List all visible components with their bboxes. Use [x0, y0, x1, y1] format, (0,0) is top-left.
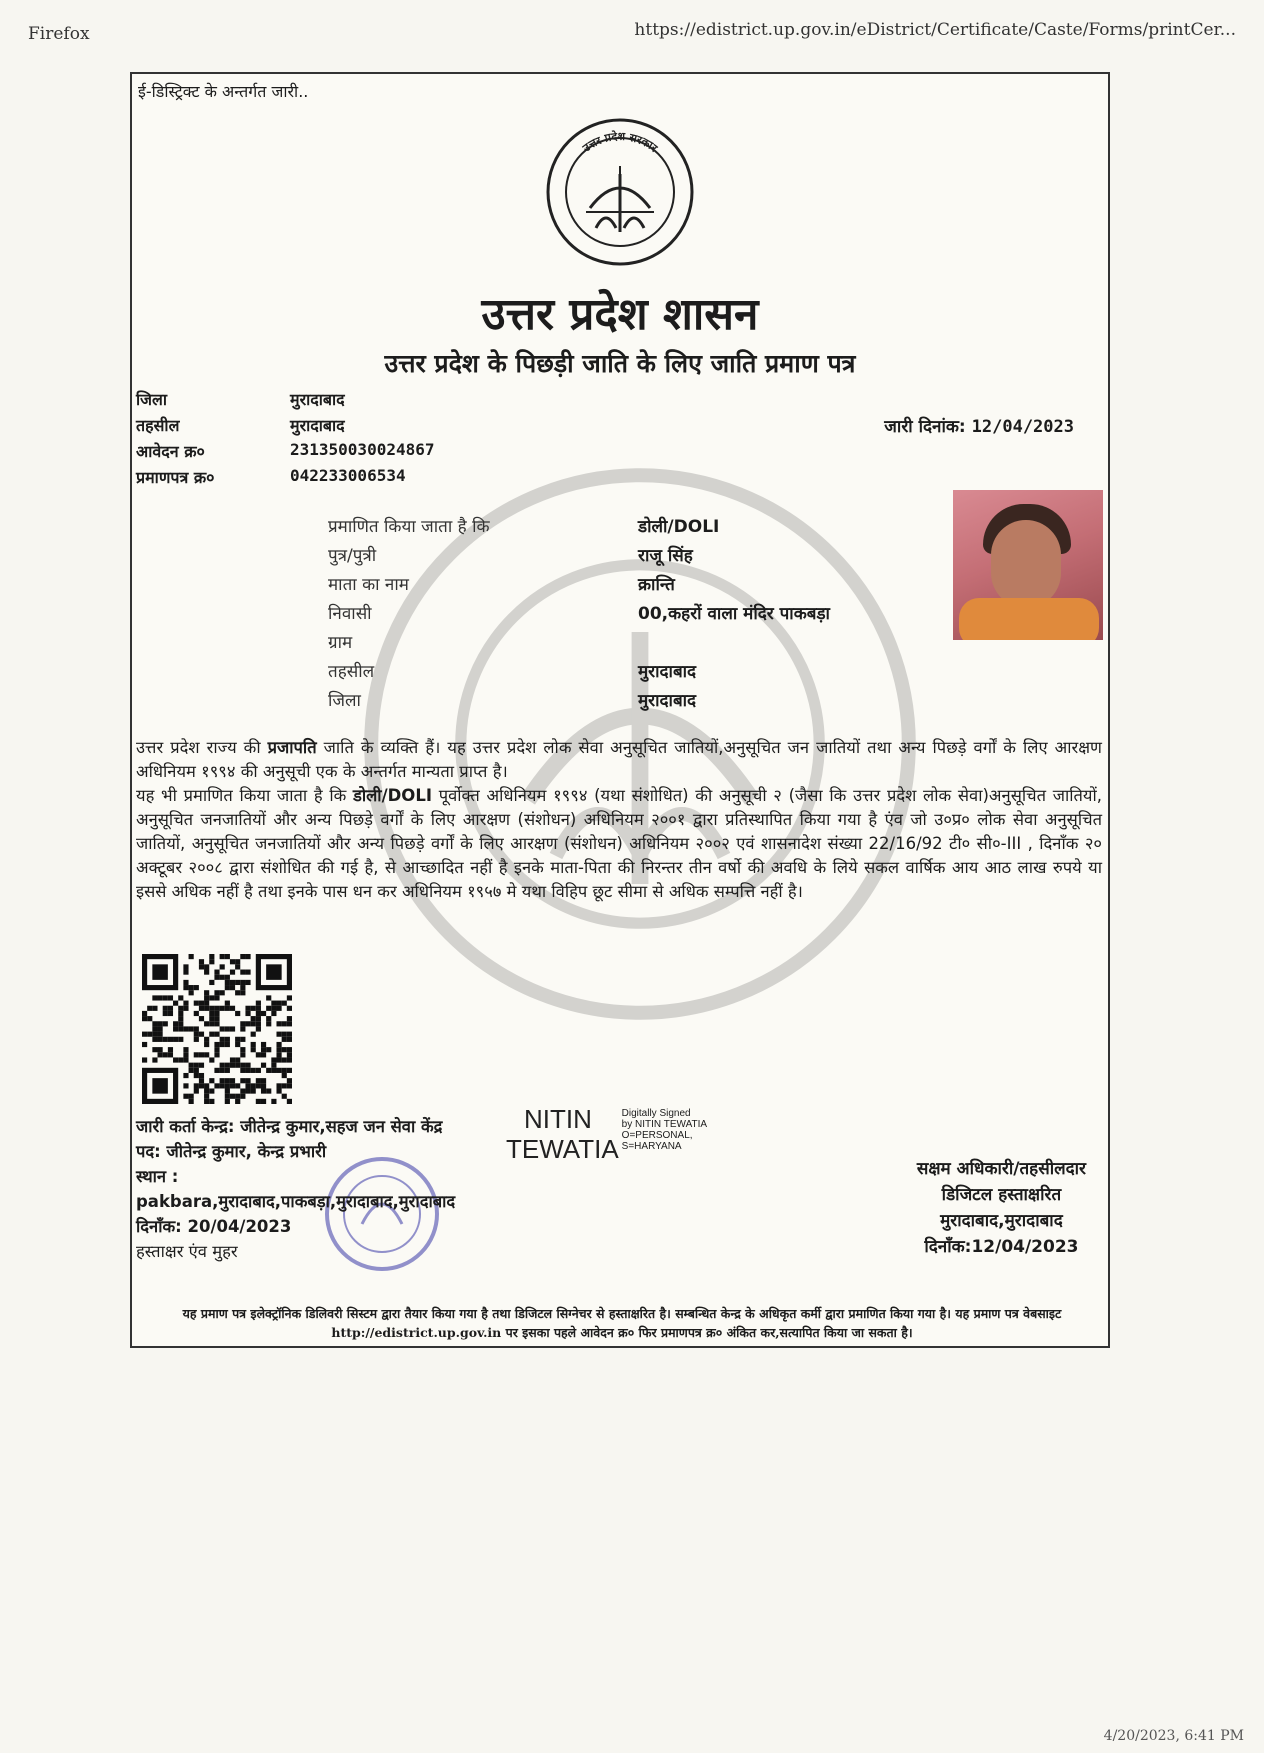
- detail-label: निवासी: [328, 604, 372, 624]
- authority-signed: डिजिटल हस्ताक्षरित: [941, 1185, 1062, 1205]
- issue-date-value: 12/04/2023: [971, 417, 1074, 437]
- detail-label: तहसील: [328, 662, 375, 682]
- browser-name: Firefox: [28, 24, 90, 44]
- issuing-center: [136, 1114, 455, 1264]
- residence: 00,कहरों वाला मंदिर पाकबड़ा: [638, 604, 830, 624]
- detail-label: ग्राम: [328, 633, 353, 653]
- up-government-emblem: [544, 116, 696, 268]
- signer-name-line2: TEWATIA: [506, 1134, 619, 1164]
- emblem-text: उत्तर प्रदेश सरकार: [580, 129, 660, 155]
- tehsil-label: तहसील: [136, 416, 180, 435]
- detail-row: [328, 601, 830, 630]
- detail-row: [328, 543, 830, 572]
- issue-date-label: जारी दिनांक:: [884, 417, 966, 437]
- qr-code: [142, 954, 292, 1104]
- issued-under-text: ई-डिस्ट्रिक्ट के अन्तर्गत जारी..: [138, 82, 309, 101]
- verification-notice: यह प्रमाण पत्र इलेक्ट्रॉनिक डिलिवरी सिस्टम द्वारा तैयार किया गया है तथा डिजिटल सिग्नेचर से हस्ताक्षरित है। सम्बन्धित केन्द्र के अधिकृत कर्मी द्वारा प्रमाणित किया गया है। यह प्रमाण पत्र वेबसाइट http://edistrict.up.gov.in पर इसका पहले आवेदन क्र० फिर प्रमाणपत्र क्र० अंकित कर,सत्यापित किया जा सकता है।: [182, 1306, 1062, 1340]
- applicant-name: डोली/DOLI: [638, 517, 720, 537]
- svg-text:उत्तर प्रदेश सरकार: [579, 129, 660, 155]
- certificate-number-label: प्रमाणपत्र क्र०: [136, 468, 215, 487]
- signature-detail: O=PERSONAL,: [621, 1130, 693, 1141]
- signature-detail: Digitally Signed: [621, 1108, 691, 1119]
- issuing-center-name: जारी कर्ता केन्द्र: जीतेन्द्र कुमार,सहज जन सेवा केंद्र: [136, 1117, 443, 1136]
- competent-authority: [917, 1156, 1086, 1260]
- certificate-document: [130, 72, 1110, 1348]
- certificate-body: [136, 736, 1102, 904]
- issuer-place-value: pakbara,मुरादाबाद,पाकबड़ा,मुरादाबाद,मुरादाबाद: [136, 1192, 456, 1211]
- application-number-label: आवेदन क्र०: [136, 442, 205, 461]
- authority-location: मुरादाबाद,मुरादाबाद: [940, 1211, 1063, 1231]
- detail-label: प्रमाणित किया जाता है कि: [328, 517, 490, 537]
- district-label: जिला: [136, 390, 168, 409]
- issuer-date: दिनाँक: 20/04/2023: [136, 1217, 292, 1236]
- detail-district: मुरादाबाद: [638, 691, 697, 711]
- issuer-designation: पद: जीतेन्द्र कुमार, केन्द्र प्रभारी: [136, 1142, 327, 1161]
- government-title: उत्तर प्रदेश शासन: [481, 289, 759, 340]
- print-timestamp: 4/20/2023, 6:41 PM: [1103, 1728, 1244, 1744]
- certificate-meta: [136, 388, 435, 492]
- signature-detail: by NITIN TEWATIA: [621, 1119, 708, 1130]
- sign-and-seal-label: हस्ताक्षर एंव मुहर: [136, 1242, 238, 1261]
- paragraph-eligibility: यह भी प्रमाणित किया जाता है कि डोली/DOLI पूर्वोक्त अधिनियम १९९४ (यथा संशोधित) की अनुसूची २ (जैसा कि उत्तर प्रदेश लोक सेवा)अनुसूचित जातियों, अनुसूचित जनजातियों और अन्य पिछड़े वर्गों के लिए आरक्षण (संशोधन) अधिनियम २००१ द्वारा प्रतिस्थापित किया गया है एंव जो उ०प्र० लोक सेवा अनुसूचित जातियों, अनुसूचित जनजातियों और अन्य पिछड़े वर्गों के लिए आरक्षण (संशोधन) अधिनियम २००२ एवं शासनादेश संख्या 22/16/92 टी० सी०-III , दिनाँक २० अक्टूबर २००८ द्वारा संशोधित की गई है, से आच्छादित नहीं है इनके माता-पिता की निरन्तर तीन वर्षो की अवधि के लिये सकल वार्षिक आय आठ लाख रुपये या इससे अधिक नहीं है तथा इनके पास धन कर अधिनियम १९५७ मे यथा विहिप छूट सीमा से अधिक सम्पत्ति नहीं है।: [136, 786, 1103, 901]
- issuer-place-label: स्थान :: [136, 1167, 179, 1186]
- detail-tehsil: मुरादाबाद: [638, 662, 697, 682]
- detail-row: [328, 514, 830, 543]
- certificate-title: उत्तर प्रदेश के पिछड़ी जाति के लिए जाति प्रमाण पत्र: [384, 349, 856, 378]
- tehsil-value: मुरादाबाद: [290, 416, 345, 435]
- signer-name-line1: NITIN: [524, 1104, 592, 1134]
- mother-name: क्रान्ति: [638, 575, 675, 595]
- detail-row: [328, 572, 830, 601]
- authority-date: दिनाँक:12/04/2023: [924, 1237, 1079, 1257]
- caste-name: प्रजापति: [267, 738, 317, 757]
- paragraph-caste: उत्तर प्रदेश राज्य की प्रजापति जाति के व्यक्ति हैं। यह उत्तर प्रदेश लोक सेवा अनुसूचित जातियों,अनुसूचित जन जातियों तथा अन्य पिछड़े वर्गों के लिए आरक्षण अधिनियम १९९४ की अनुसूची एक के अन्तर्गत मान्यता प्राप्त है।: [136, 738, 1102, 781]
- parent-name: राजू सिंह: [638, 546, 693, 566]
- district-value: मुरादाबाद: [290, 390, 345, 409]
- detail-row: [328, 659, 830, 688]
- application-number-value: 231350030024867: [290, 440, 435, 459]
- applicant-name-inline: डोली/DOLI: [353, 786, 432, 805]
- detail-label: जिला: [328, 691, 361, 711]
- signature-detail: S=HARYANA: [621, 1141, 682, 1152]
- page-url: https://edistrict.up.gov.in/eDistrict/Certificate/Caste/Forms/printCer...: [634, 20, 1236, 40]
- applicant-photo: [953, 490, 1103, 640]
- certificate-number-value: 042233006534: [290, 466, 406, 485]
- applicant-details: [328, 514, 830, 717]
- issue-date: [884, 414, 1074, 437]
- digital-signature: [506, 1104, 708, 1164]
- detail-row: [328, 630, 830, 659]
- detail-label: पुत्र/पुत्री: [328, 546, 377, 566]
- authority-title: सक्षम अधिकारी/तहसीलदार: [916, 1159, 1086, 1179]
- detail-row: [328, 688, 830, 717]
- detail-label: माता का नाम: [328, 575, 409, 595]
